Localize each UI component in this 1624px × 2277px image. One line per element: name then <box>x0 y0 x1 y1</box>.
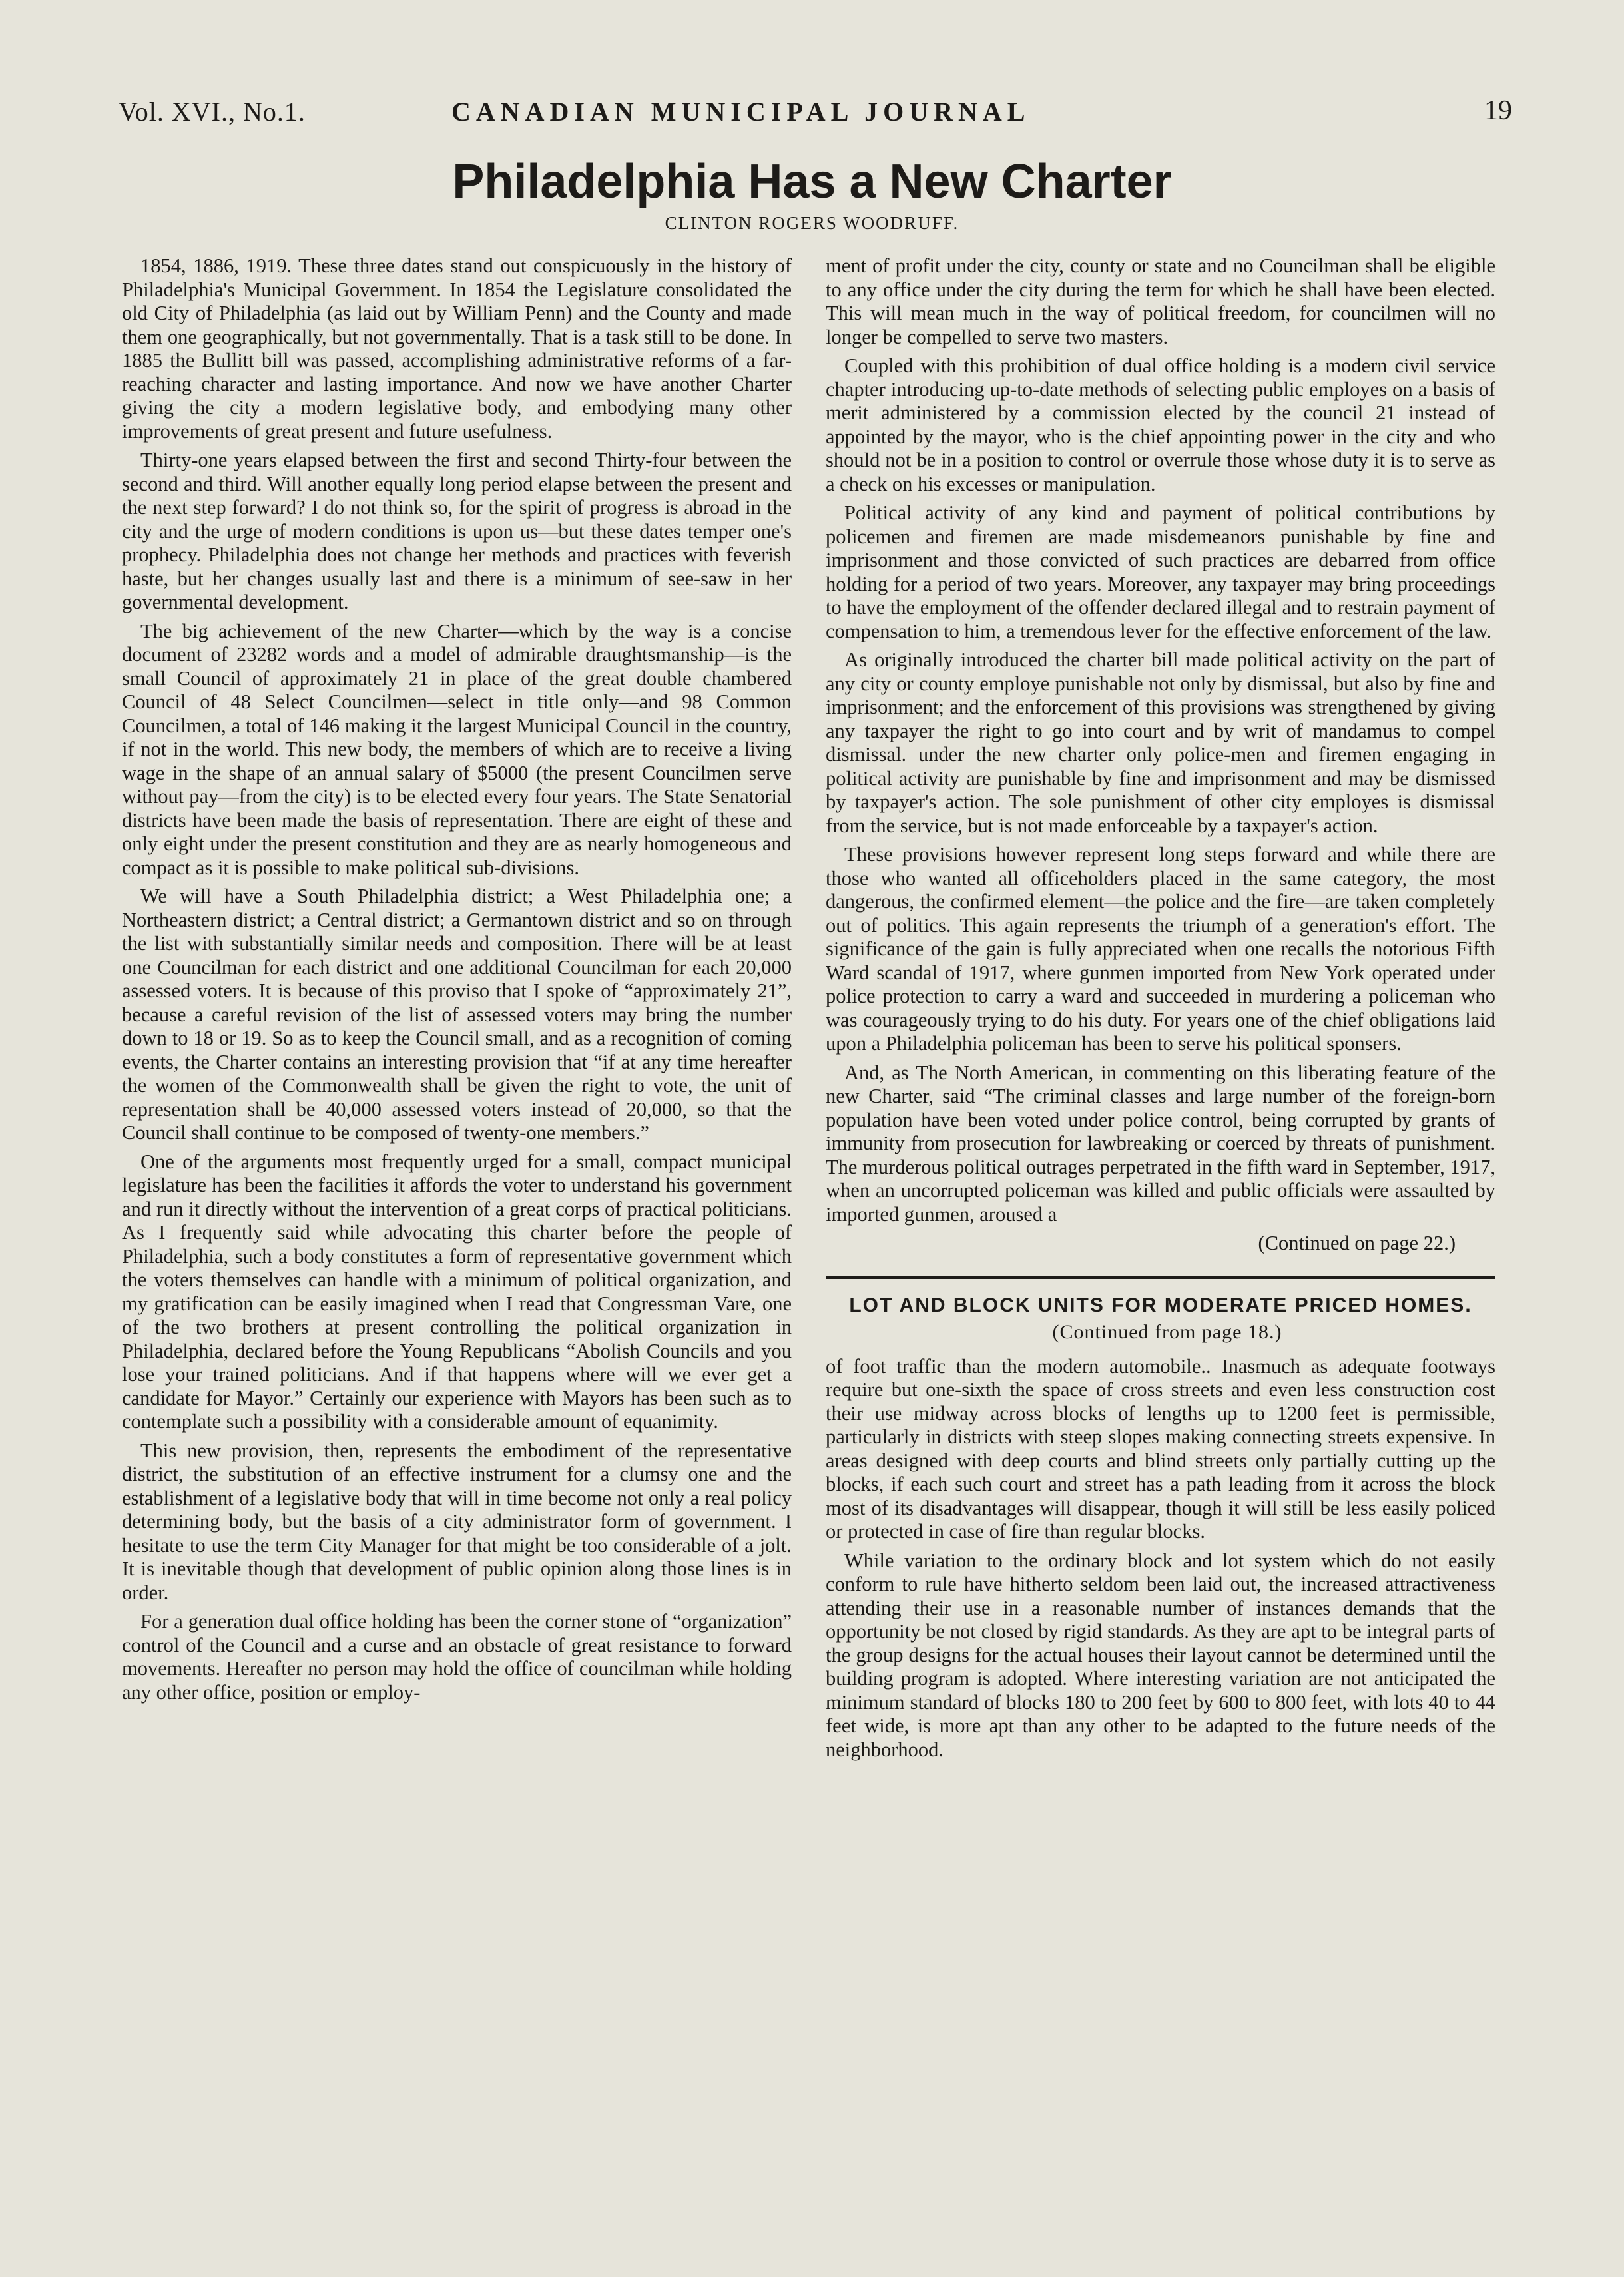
article-paragraph: ment of profit under the city, county or state and no Councilman shall be eligible to any office under the city during the term for which he shall have been elected. This will mean much in the way of political freedom, for councilmen will no longer be compelled to serve two masters. <box>826 254 1495 348</box>
left-column <box>122 254 792 1710</box>
article-paragraph: Political activity of any kind and payment of political contributions by policemen and firemen are made misdemeanors punishable by fine and imprisonment and those convicted of such practices are debarred from office holding for a period of two years. Moreover, any taxpayer may bring proceedings to have the employment of the offender declared illegal and to restrain payment of compensation to him, a tremendous lever for the effective enforcement of the law. <box>826 501 1495 642</box>
article-paragraph: 1854, 1886, 1919. These three dates stand out conspicuously in the history of Philadelphia's Municipal Government. In 1854 the Legislature consolidated the old City of Philadelphia (as laid out by William Penn) and the County and made them one geographically, but not governmentally. That is a task still to be done. In 1885 the Bullitt bill was passed, accomplishing administrative reforms of a far-reaching character and lasting importance. And now we have another Charter giving the city a modern legislative body, and embodying many other improvements of great present and future usefulness. <box>122 254 792 443</box>
article-paragraph: The big achievement of the new Charter—which by the way is a concise document of 23282 words and a model of admirable draughtsmanship—is the small Council of approximately 21 in place of the great double chambered Council of 48 Select Councilmen—select in title only—and 98 Common Councilmen, a total of 146 making it the largest Municipal Council in the country, if not in the world. This new body, the members of which are to receive a living wage in the shape of an annual salary of $5000 (the present Councilmen serve without pay—from the city) is to be elected every four years. The State Senatorial districts have been made the basis of representation. There are eight of these and only eight under the present constitution and they are as nearly homogeneous and compact as it is possible to make political sub-divisions. <box>122 619 792 879</box>
sidebar-article-title: LOT AND BLOCK UNITS FOR MODERATE PRICED HOMES. <box>849 1294 1472 1316</box>
continued-note: (Continued on page 22.) <box>1258 1232 1456 1254</box>
article-paragraph: As originally introduced the charter bill made political activity on the part of any city or county employe punishable not only by dismissal, but also by fine and imprisonment; and the enforcement of this provisions was strengthened by giving any taxpayer the right to go into court and by writ of mandamus to compel dismissal. under the new charter only police-men and firemen engaging in political activity are punishable by fine and imprisonment and may be dismissed by taxpayer's action. The sole punishment of other city employes is dismissal from the service, but is not made enforceable by a taxpayer's action. <box>826 648 1495 837</box>
sidebar-paragraph: of foot traffic than the modern automobile.. Inasmuch as adequate footways require but one-sixth the space of cross streets and even less construction cost their use midway across blocks of lengths up to 1200 feet is permissible, particularly in districts with steep slopes making connecting streets expensive. In areas designed with deep courts and blind streets only partially cutting up the blocks, if each such court and street has a path leading from it across the block most of its disadvantages will disappear, though it will still be less easily policed or protected in case of fire than regular blocks. <box>826 1354 1495 1543</box>
continued-from-note: (Continued from page 18.) <box>1052 1320 1282 1343</box>
sidebar-article-heading <box>826 1292 1495 1346</box>
article-paragraph: Thirty-one years elapsed between the first and second Thirty-four between the second and third. Will another equally long period elapse between the present and the next step forward? I do not think so, for the spirit of progress is abroad in the city and the urge of modern conditions is upon us—but these dates temper one's prophecy. Philadelphia does not change her methods and practices with feverish haste, but her changes usually last and there is a minimum of see-saw in her governmental development. <box>122 449 792 613</box>
article-paragraph: And, as The North American, in commenting on this liberating feature of the new Charter, said “The criminal classes and large number of the foreign-born population have been voted under police control, being corrupted by grants of immunity from prosecution for lawbreaking or coerced by threats of punishment. The murderous political outrages perpetrated in the fifth ward in September, 1917, when an uncorrupted policeman was killed and public officials were assaulted by imported gunmen, aroused a <box>826 1061 1495 1226</box>
section-divider <box>826 1276 1495 1279</box>
sidebar-paragraph: While variation to the ordinary block and lot system which do not easily conform to rule have hitherto seldom been laid out, the increased attractiveness attending their use in a reasonable number of instances demands that the opportunity be not closed by rigid standards. As they are apt to be integral parts of the group designs for the actual houses their layout cannot be determined until the building program is adopted. Where interesting variation are not anticipated the minimum standard of blocks 180 to 200 feet by 600 to 800 feet, with lots 40 to 44 feet wide, is more apt than any other to be adapted to the future needs of the neighborhood. <box>826 1549 1495 1761</box>
article-paragraph: Coupled with this prohibition of dual office holding is a modern civil service chapter introducing up-to-date methods of selecting public employes on a basis of merit administered by a commission elected by the council 21 instead of appointed by the mayor, who is the chief appointing power in the city and who should not be in a position to control or overrule those whose duty it is to serve as a check on his excesses or manipulation. <box>826 354 1495 495</box>
article-paragraph: For a generation dual office holding has been the corner stone of “organization” control of the Council and a curse and an obstacle of great resistance to forward movements. Hereafter no person may hold the office of councilman while holding any other office, position or employ- <box>122 1610 792 1704</box>
page-number: 19 <box>1484 95 1512 126</box>
article-paragraph: This new provision, then, represents the embodiment of the representative district, the substitution of an effective instrument for a clumsy one and the establishment of a legislative body that will in time become not only a real policy determining body, but the basis of a city administrator form of government. I hesitate to use the term City Manager for that might be too considerable of a jolt. It is inevitable though that development of public opinion along those lines is in order. <box>122 1439 792 1604</box>
running-header <box>119 93 1512 133</box>
right-column <box>826 254 1495 1767</box>
journal-name: CANADIAN MUNICIPAL JOURNAL <box>451 97 1031 126</box>
article-paragraph: These provisions however represent long steps forward and while there are those who wanted all officeholders placed in the same category, the most dangerous, the confirmed element—the police and the fire—are taken completely out of politics. This again represents the triumph of a generation's effort. The significance of the gain is fully appreciated when one recalls the notorious Fifth Ward scandal of 1917, where gunmen imported from New York operated under police protection to carry a ward and succeeded in murdering a policeman who was courageously trying to do his duty. For years one of the chief obligations laid upon a Philadelphia policeman has been to serve his political sponsers. <box>826 843 1495 1055</box>
article-byline: CLINTON ROGERS WOODRUFF. <box>665 213 959 233</box>
article-paragraph: We will have a South Philadelphia district; a West Philadelphia one; a Northeastern district; a Central district; a Germantown district and so on through the list with substantially similar needs and composition. There will be at least one Councilman for each district and one additional Councilman for each 20,000 assessed voters. It is because of this proviso that I spoke of “approximately 21”, because a careful revision of the list of assessed voters may bring the number down to 18 or 19. So as to keep the Council small, and as a recognition of coming events, the Charter contains an interesting provision that “if at any time hereafter the women of the Commonwealth shall be given the right to vote, the unit of representation shall be 40,000 assessed voters instead of 20,000, so that the Council shall continue to be composed of twenty-one members.” <box>122 885 792 1144</box>
volume-number: Vol. XVI., No.1. <box>119 97 306 126</box>
article-title: Philadelphia Has a New Charter <box>452 155 1172 208</box>
article-paragraph: One of the arguments most frequently urged for a small, compact municipal legislature has been the facilities it affords the voter to understand his government and run it directly without the intervention of a great corps of practical politicians. As I frequently said while advocating this charter before the people of Philadelphia, such a body constitutes a form of representative government which the voters themselves can handle with a minimum of political organization, and my gratification can be easily imagined when I read that Congressman Vare, one of the two brothers at present controlling the political organization in Philadelphia, declared before the Young Republicans “Abolish Councils and you lose your trained politicians. And if that happens where will we ever get a candidate for Mayor.” Certainly our experience with Mayors has been such as to contemplate such a possibility with a considerable amount of equanimity. <box>122 1150 792 1433</box>
